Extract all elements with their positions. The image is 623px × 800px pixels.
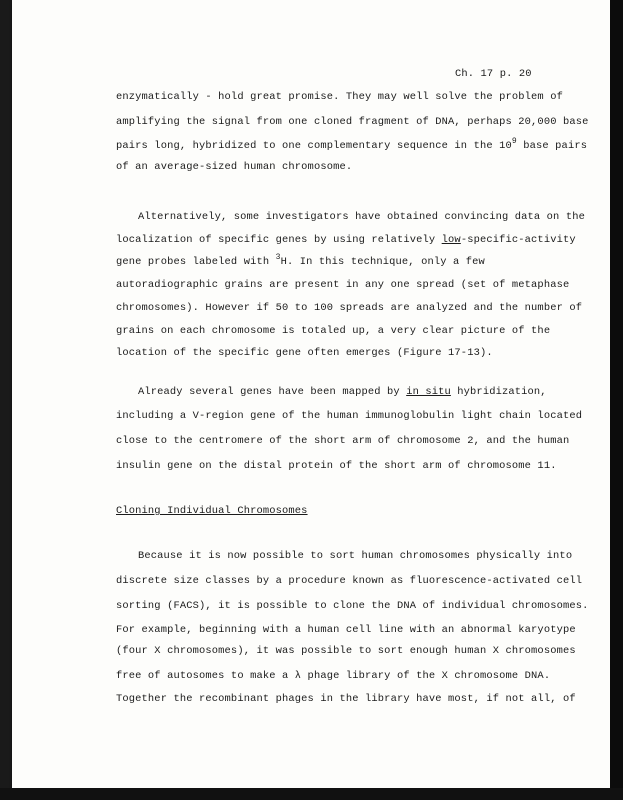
text-line: insulin gene on the distal protein of the short arm of chromosome 11. [116,460,557,472]
text-span: H. In this technique, only a few [280,256,485,268]
text-line: For example, beginning with a human cell line with an abnormal karyotype [116,624,576,636]
text-line [116,253,485,269]
page-header: Ch. 17 p. 20 [455,68,532,80]
scan-border-right [610,0,623,800]
text-line: amplifying the signal from one cloned fragment of DNA, perhaps 20,000 base [116,116,589,128]
underlined-word: low [441,234,461,246]
text-span: Already several genes have been mapped by [138,386,407,398]
text-line: close to the centromere of the short arm of chromosome 2, and the human [116,435,570,447]
text-line: Together the recombinant phages in the library have most, if not all, of [116,693,576,705]
text-span: base pairs [516,140,588,152]
superscript: 3 [275,253,281,262]
text-line: of an average-sized human chromosome. [116,161,353,173]
text-line: Alternatively, some investigators have obtained convincing data on the [138,211,585,223]
text-line [116,234,576,246]
text-line: enzymatically - hold great promise. They may well solve the problem of [116,91,563,103]
section-heading: Cloning Individual Chromosomes [116,505,308,517]
text-span: pairs long, hybridized to one complementary sequence in the 10 [116,140,512,152]
text-span: -specific-activity [460,234,576,246]
text-line: location of the specific gene often emerges (Figure 17-13). [116,347,493,359]
scan-border-bottom [0,788,623,800]
text-line: including a V-region gene of the human immunoglobulin light chain located [116,410,583,422]
text-line: autoradiographic grains are present in any one spread (set of metaphase [116,279,570,291]
text-line: free of autosomes to make a λ phage library of the X chromosome DNA. [116,670,551,682]
underlined-phrase: in situ [406,386,451,398]
text-span: hybridization, [450,386,547,398]
text-line [116,137,588,153]
text-line: chromosomes). However if 50 to 100 spreads are analyzed and the number of [116,302,583,314]
text-line [138,386,547,398]
text-line: (four X chromosomes), it was possible to sort enough human X chromosomes [116,645,576,657]
superscript: 9 [511,137,517,146]
text-line: grains on each chromosome is totaled up, a very clear picture of the [116,325,551,337]
text-span: gene probes labeled with [116,256,276,268]
text-span: localization of specific genes by using relatively [116,234,442,246]
text-line: Because it is now possible to sort human chromosomes physically into [138,550,573,562]
text-line: discrete size classes by a procedure known as fluorescence-activated cell [116,575,583,587]
text-line: sorting (FACS), it is possible to clone the DNA of individual chromosomes. [116,600,589,612]
